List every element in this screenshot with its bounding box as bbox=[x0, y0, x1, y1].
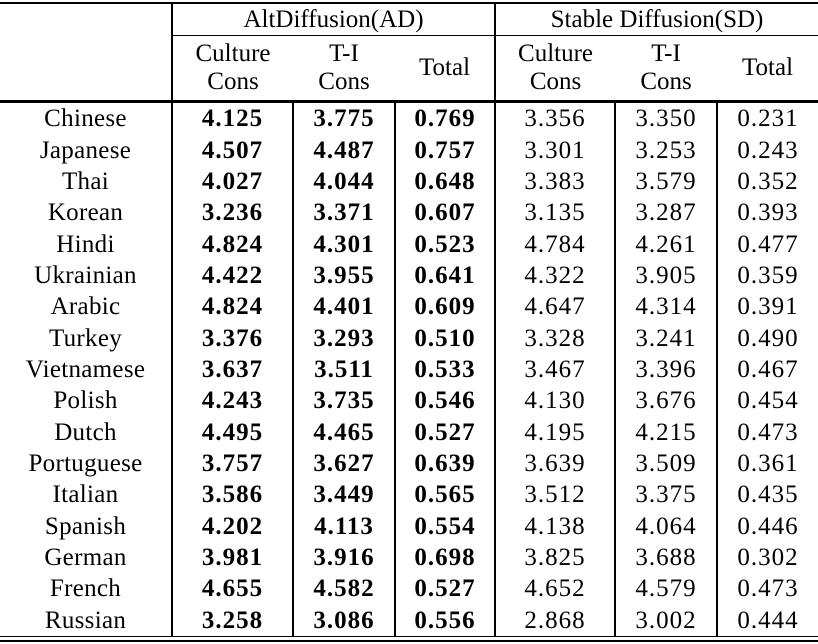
subheader-line: T-I bbox=[329, 40, 359, 67]
ad-total-cell: 0.609 bbox=[395, 291, 495, 322]
subheader-line: Culture bbox=[518, 40, 594, 67]
subheader-sd-total bbox=[717, 36, 818, 102]
sd-ti-cons-cell: 3.396 bbox=[615, 354, 717, 385]
language-cell: Korean bbox=[0, 197, 172, 228]
table-row bbox=[0, 416, 818, 447]
ad-ti-cons-cell: 4.301 bbox=[293, 228, 395, 259]
table-row bbox=[0, 134, 818, 165]
language-cell: Polish bbox=[0, 385, 172, 416]
ad-ti-cons-cell: 3.735 bbox=[293, 385, 395, 416]
sd-culture-cons-cell: 3.639 bbox=[495, 448, 615, 479]
sd-total-cell: 0.473 bbox=[737, 575, 799, 603]
sd-total-cell: 0.231 bbox=[737, 105, 799, 133]
language-cell: Thai bbox=[0, 166, 172, 197]
ad-culture-cons-cell: 4.422 bbox=[172, 260, 293, 291]
table-bottom-double-rule bbox=[0, 2, 818, 642]
sd-culture-cons-cell: 4.138 bbox=[495, 510, 615, 541]
ad-ti-cons-cell: 3.293 bbox=[293, 322, 395, 353]
ad-ti-cons-cell: 3.371 bbox=[293, 197, 395, 228]
sd-culture-cons-cell: 3.328 bbox=[495, 322, 615, 353]
ad-ti-cons-cell: 3.627 bbox=[293, 448, 395, 479]
ad-total-cell: 0.523 bbox=[395, 228, 495, 259]
subheader-sd-culture-cons bbox=[495, 36, 615, 102]
ad-ti-cons-cell: 4.401 bbox=[293, 291, 395, 322]
ad-culture-cons-cell: 3.637 bbox=[172, 354, 293, 385]
ad-ti-cons-cell: 4.582 bbox=[293, 573, 395, 604]
ad-total-cell: 0.639 bbox=[395, 448, 495, 479]
table-row bbox=[0, 291, 818, 322]
sd-total-cell: 0.391 bbox=[737, 293, 799, 321]
subheader-line: Total bbox=[742, 54, 794, 81]
sd-ti-cons-cell: 4.314 bbox=[615, 291, 717, 322]
ad-total-cell: 0.554 bbox=[395, 510, 495, 541]
sd-total-cell: 0.361 bbox=[737, 449, 799, 477]
ad-total-cell: 0.565 bbox=[395, 479, 495, 510]
ad-culture-cons-cell: 4.027 bbox=[172, 166, 293, 197]
ad-total-cell: 0.648 bbox=[395, 166, 495, 197]
table-row bbox=[0, 573, 818, 604]
table-body bbox=[0, 102, 818, 637]
ad-culture-cons-cell: 3.258 bbox=[172, 605, 293, 637]
table-row bbox=[0, 605, 818, 637]
table-row bbox=[0, 322, 818, 353]
sd-ti-cons-cell: 3.002 bbox=[615, 605, 717, 637]
table-row bbox=[0, 228, 818, 259]
group-header-row bbox=[0, 3, 818, 36]
table-row bbox=[0, 448, 818, 479]
table-row bbox=[0, 197, 818, 228]
ad-culture-cons-cell: 4.824 bbox=[172, 291, 293, 322]
ad-culture-cons-cell: 4.243 bbox=[172, 385, 293, 416]
sd-culture-cons-cell: 4.647 bbox=[495, 291, 615, 322]
ad-total-cell: 0.757 bbox=[395, 134, 495, 165]
sd-ti-cons-cell: 3.350 bbox=[615, 102, 717, 135]
ad-ti-cons-cell: 4.113 bbox=[293, 510, 395, 541]
ad-culture-cons-cell: 3.757 bbox=[172, 448, 293, 479]
sd-ti-cons-cell: 3.253 bbox=[615, 134, 717, 165]
language-cell: Turkey bbox=[0, 322, 172, 353]
sd-total-cell: 0.467 bbox=[737, 355, 799, 383]
subheader-line: Total bbox=[419, 54, 471, 81]
ad-ti-cons-cell: 4.465 bbox=[293, 416, 395, 447]
sd-culture-cons-cell: 3.356 bbox=[495, 102, 615, 135]
language-cell: Chinese bbox=[0, 102, 172, 135]
language-cell: Russian bbox=[0, 605, 172, 637]
language-cell: Japanese bbox=[0, 134, 172, 165]
ad-ti-cons-cell: 3.955 bbox=[293, 260, 395, 291]
sd-ti-cons-cell: 3.688 bbox=[615, 542, 717, 573]
table-row bbox=[0, 354, 818, 385]
subheader-line: T-I bbox=[651, 40, 681, 67]
sd-total-cell: 0.393 bbox=[737, 199, 799, 227]
sd-culture-cons-cell: 3.383 bbox=[495, 166, 615, 197]
sd-ti-cons-cell: 4.261 bbox=[615, 228, 717, 259]
sd-culture-cons-cell: 3.301 bbox=[495, 134, 615, 165]
language-cell: Hindi bbox=[0, 228, 172, 259]
sd-total-cell: 0.243 bbox=[737, 136, 799, 164]
sd-total-cell: 0.446 bbox=[737, 512, 799, 540]
sd-ti-cons-cell: 3.579 bbox=[615, 166, 717, 197]
language-cell: Arabic bbox=[0, 291, 172, 322]
group-header-stable-diffusion: Stable Diffusion(SD) bbox=[495, 3, 818, 36]
language-cell: Ukrainian bbox=[0, 260, 172, 291]
sd-culture-cons-cell: 3.825 bbox=[495, 542, 615, 573]
sd-total-cell: 0.454 bbox=[737, 387, 799, 415]
sd-ti-cons-cell: 4.579 bbox=[615, 573, 717, 604]
ad-culture-cons-cell: 4.655 bbox=[172, 573, 293, 604]
ad-culture-cons-cell: 4.507 bbox=[172, 134, 293, 165]
table-row bbox=[0, 510, 818, 541]
sd-culture-cons-cell: 4.784 bbox=[495, 228, 615, 259]
sd-culture-cons-cell: 4.195 bbox=[495, 416, 615, 447]
sd-ti-cons-cell: 3.676 bbox=[615, 385, 717, 416]
language-cell: Vietnamese bbox=[0, 354, 172, 385]
sd-ti-cons-cell: 3.509 bbox=[615, 448, 717, 479]
ad-culture-cons-cell: 3.586 bbox=[172, 479, 293, 510]
sd-culture-cons-cell: 3.135 bbox=[495, 197, 615, 228]
ad-ti-cons-cell: 3.086 bbox=[293, 605, 395, 637]
group-header-altdiffusion: AltDiffusion(AD) bbox=[172, 3, 495, 36]
sd-culture-cons-cell: 4.130 bbox=[495, 385, 615, 416]
sd-culture-cons-cell: 4.652 bbox=[495, 573, 615, 604]
ad-total-cell: 0.527 bbox=[395, 573, 495, 604]
subheader-ad-culture-cons bbox=[172, 36, 293, 102]
ad-total-cell: 0.527 bbox=[395, 416, 495, 447]
sd-culture-cons-cell: 4.322 bbox=[495, 260, 615, 291]
ad-total-cell: 0.510 bbox=[395, 322, 495, 353]
ad-culture-cons-cell: 3.981 bbox=[172, 542, 293, 573]
ad-ti-cons-cell: 3.449 bbox=[293, 479, 395, 510]
language-cell: Dutch bbox=[0, 416, 172, 447]
language-cell: Italian bbox=[0, 479, 172, 510]
subheader-line: Culture bbox=[195, 40, 271, 67]
sd-total-cell: 0.352 bbox=[737, 167, 799, 195]
sd-ti-cons-cell: 3.241 bbox=[615, 322, 717, 353]
table-row bbox=[0, 542, 818, 573]
ad-culture-cons-cell: 3.236 bbox=[172, 197, 293, 228]
ad-total-cell: 0.607 bbox=[395, 197, 495, 228]
ad-ti-cons-cell: 3.775 bbox=[293, 102, 395, 135]
sd-ti-cons-cell: 4.064 bbox=[615, 510, 717, 541]
subheader-line: Cons bbox=[318, 68, 370, 95]
ad-culture-cons-cell: 4.495 bbox=[172, 416, 293, 447]
ad-culture-cons-cell: 4.202 bbox=[172, 510, 293, 541]
sd-culture-cons-cell: 3.512 bbox=[495, 479, 615, 510]
ad-ti-cons-cell: 4.487 bbox=[293, 134, 395, 165]
ad-culture-cons-cell: 4.125 bbox=[172, 102, 293, 135]
language-cell: German bbox=[0, 542, 172, 573]
sd-total-cell: 0.490 bbox=[737, 324, 799, 352]
table-row bbox=[0, 102, 818, 135]
sd-total-cell: 0.473 bbox=[737, 418, 799, 446]
language-cell: Portuguese bbox=[0, 448, 172, 479]
ad-total-cell: 0.641 bbox=[395, 260, 495, 291]
corner-empty-cell bbox=[0, 3, 172, 102]
sd-total-cell: 0.302 bbox=[737, 543, 799, 571]
subheader-sd-ti-cons bbox=[615, 36, 717, 102]
table-row bbox=[0, 166, 818, 197]
sd-total-cell: 0.477 bbox=[737, 230, 799, 258]
subheader-line: Cons bbox=[207, 68, 259, 95]
sd-total-cell: 0.359 bbox=[737, 261, 799, 289]
language-consistency-table bbox=[0, 2, 818, 637]
ad-total-cell: 0.533 bbox=[395, 354, 495, 385]
sd-ti-cons-cell: 3.287 bbox=[615, 197, 717, 228]
sd-ti-cons-cell: 3.375 bbox=[615, 479, 717, 510]
sd-ti-cons-cell: 4.215 bbox=[615, 416, 717, 447]
ad-ti-cons-cell: 4.044 bbox=[293, 166, 395, 197]
subheader-ad-ti-cons bbox=[293, 36, 395, 102]
sd-total-cell: 0.435 bbox=[737, 481, 799, 509]
sd-total-cell: 0.444 bbox=[737, 606, 799, 634]
ad-total-cell: 0.556 bbox=[395, 605, 495, 637]
sd-culture-cons-cell: 3.467 bbox=[495, 354, 615, 385]
ad-ti-cons-cell: 3.511 bbox=[293, 354, 395, 385]
table-row bbox=[0, 479, 818, 510]
ad-total-cell: 0.698 bbox=[395, 542, 495, 573]
ad-total-cell: 0.546 bbox=[395, 385, 495, 416]
table-row bbox=[0, 385, 818, 416]
ad-culture-cons-cell: 3.376 bbox=[172, 322, 293, 353]
ad-total-cell: 0.769 bbox=[395, 102, 495, 135]
table-row bbox=[0, 260, 818, 291]
ad-culture-cons-cell: 4.824 bbox=[172, 228, 293, 259]
subheader-line: Cons bbox=[529, 68, 582, 95]
language-cell: Spanish bbox=[0, 510, 172, 541]
table-header bbox=[0, 3, 818, 102]
sd-ti-cons-cell: 3.905 bbox=[615, 260, 717, 291]
ad-ti-cons-cell: 3.916 bbox=[293, 542, 395, 573]
sd-culture-cons-cell: 2.868 bbox=[495, 605, 615, 637]
subheader-ad-total bbox=[395, 36, 495, 102]
language-cell: French bbox=[0, 573, 172, 604]
subheader-line: Cons bbox=[640, 68, 692, 95]
